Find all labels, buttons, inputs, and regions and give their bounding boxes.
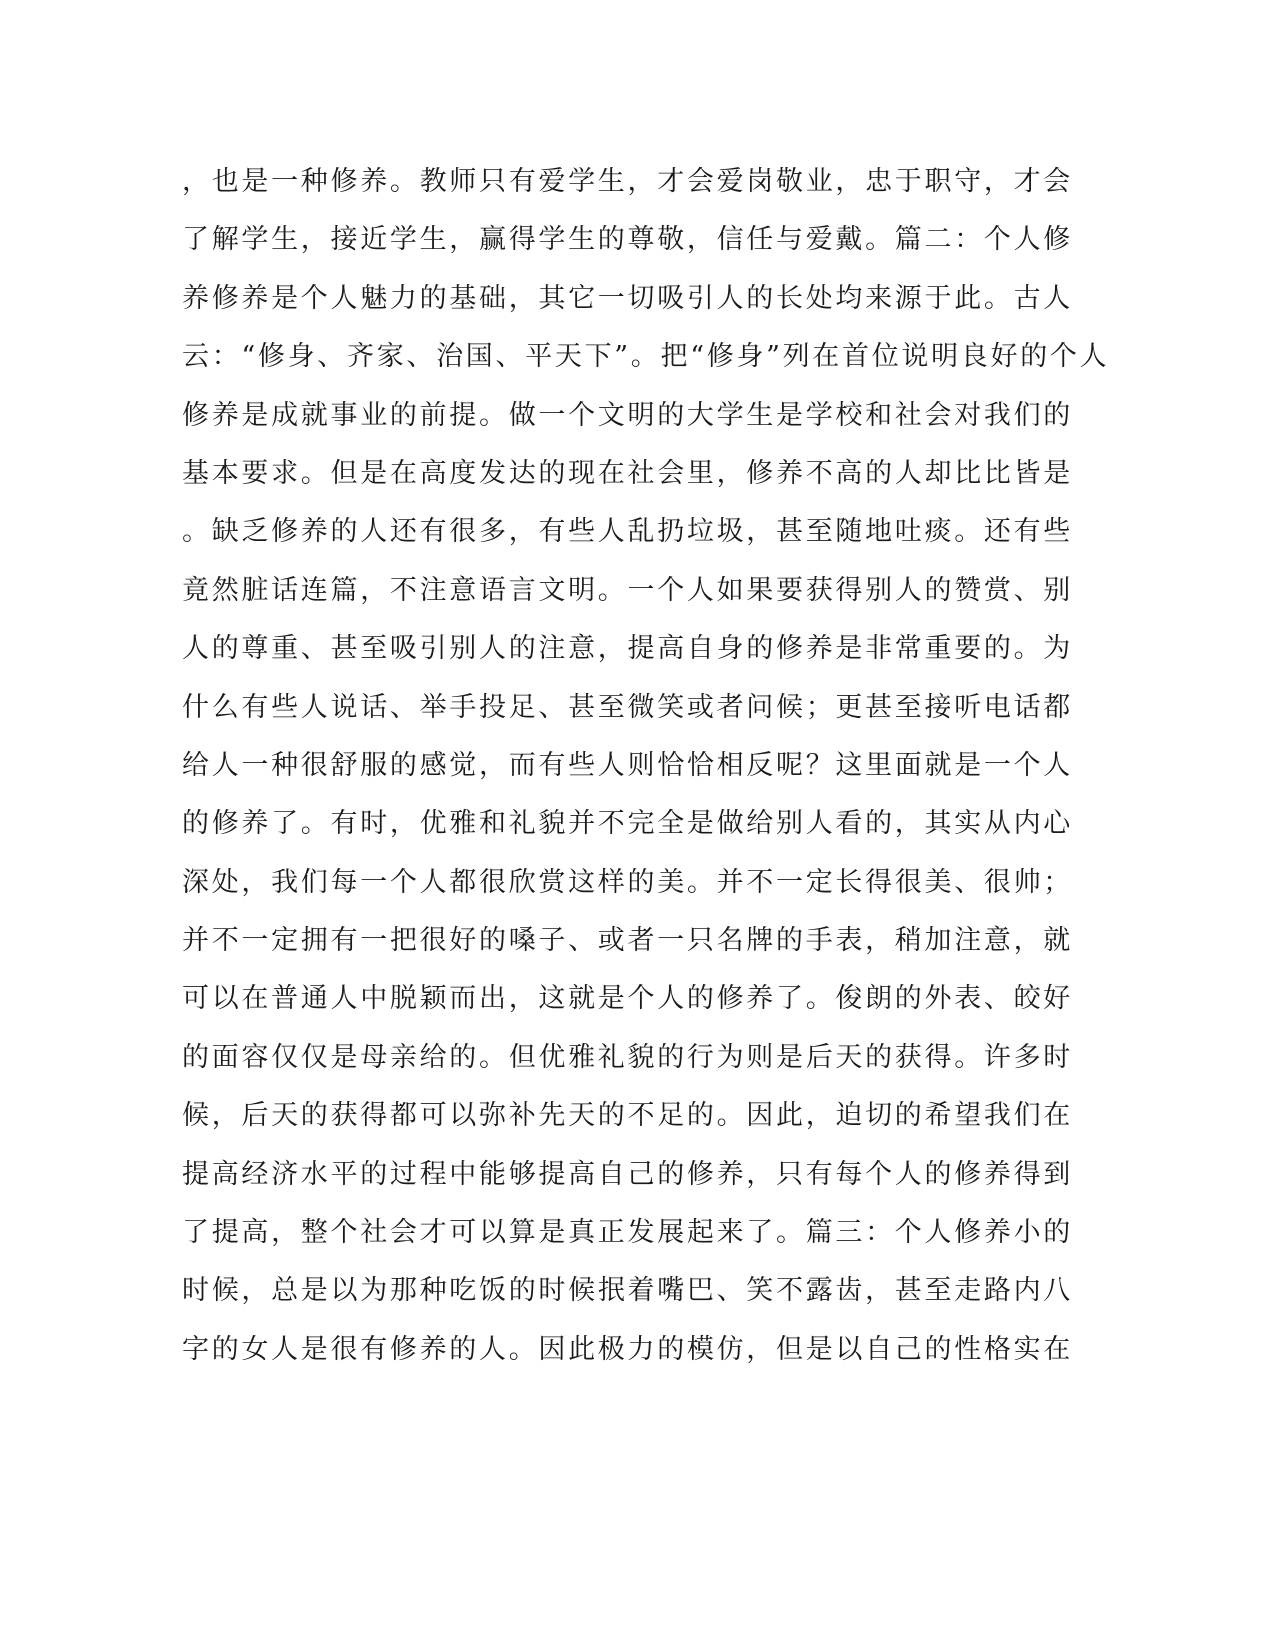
text-line-16: 的面容仅仅是母亲给的。但优雅礼貌的行为则是后天的获得。许多时: [182, 1041, 1073, 1073]
text-line-4: 云：“修身、齐家、治国、平天下”。把“修身”列在首位说明良好的个人: [182, 341, 1110, 373]
text-line-18: 提高经济水平的过程中能够提高自己的修养，只有每个人的修养得到: [182, 1158, 1073, 1190]
text-line-17: 候，后天的获得都可以弥补先天的不足的。因此，迫切的希望我们在: [182, 1100, 1073, 1132]
text-line-5: 修养是成就事业的前提。做一个文明的大学生是学校和社会对我们的: [182, 399, 1073, 431]
text-line-7: 。缺乏修养的人还有很多，有些人乱扔垃圾，甚至随地吐痰。还有些: [182, 516, 1073, 548]
text-line-20: 时候，总是以为那种吃饭的时候抿着嘴巴、笑不露齿，甚至走路内八: [182, 1275, 1073, 1307]
text-line-6: 基本要求。但是在高度发达的现在社会里，修养不高的人却比比皆是: [182, 457, 1073, 489]
text-line-19: 了提高，整个社会才可以算是真正发展起来了。篇三：个人修养小的: [182, 1217, 1073, 1249]
text-line-14: 并不一定拥有一把很好的嗓子、或者一只名牌的手表，稍加注意，就: [182, 925, 1073, 957]
text-line-12: 的修养了。有时，优雅和礼貌并不完全是做给别人看的，其实从内心: [182, 808, 1073, 840]
body-text: [182, 158, 1110, 1384]
text-line-9: 人的尊重、甚至吸引别人的注意，提高自身的修养是非常重要的。为: [182, 633, 1073, 665]
text-line-15: 可以在普通人中脱颖而出，这就是个人的修养了。俊朗的外表、皎好: [182, 983, 1073, 1015]
text-line-13: 深处，我们每一个人都很欣赏这样的美。并不一定长得很美、很帅；: [182, 866, 1073, 898]
text-line-21: 字的女人是很有修养的人。因此极力的模仿，但是以自己的性格实在: [182, 1333, 1073, 1365]
text-line-8: 竟然脏话连篇，不注意语言文明。一个人如果要获得别人的赞赏、别: [182, 574, 1073, 606]
text-line-11: 给人一种很舒服的感觉，而有些人则恰恰相反呢？这里面就是一个人: [182, 749, 1073, 781]
text-line-2: 了解学生，接近学生，赢得学生的尊敬，信任与爱戴。篇二：个人修: [182, 224, 1073, 256]
text-line-10: 什么有些人说话、举手投足、甚至微笑或者问候；更甚至接听电话都: [182, 691, 1073, 723]
text-line-1: ，也是一种修养。教师只有爱学生，才会爱岗敬业，忠于职守，才会: [182, 166, 1073, 197]
text-line-3: 养修养是个人魅力的基础，其它一切吸引人的长处均来源于此。古人: [182, 282, 1073, 314]
